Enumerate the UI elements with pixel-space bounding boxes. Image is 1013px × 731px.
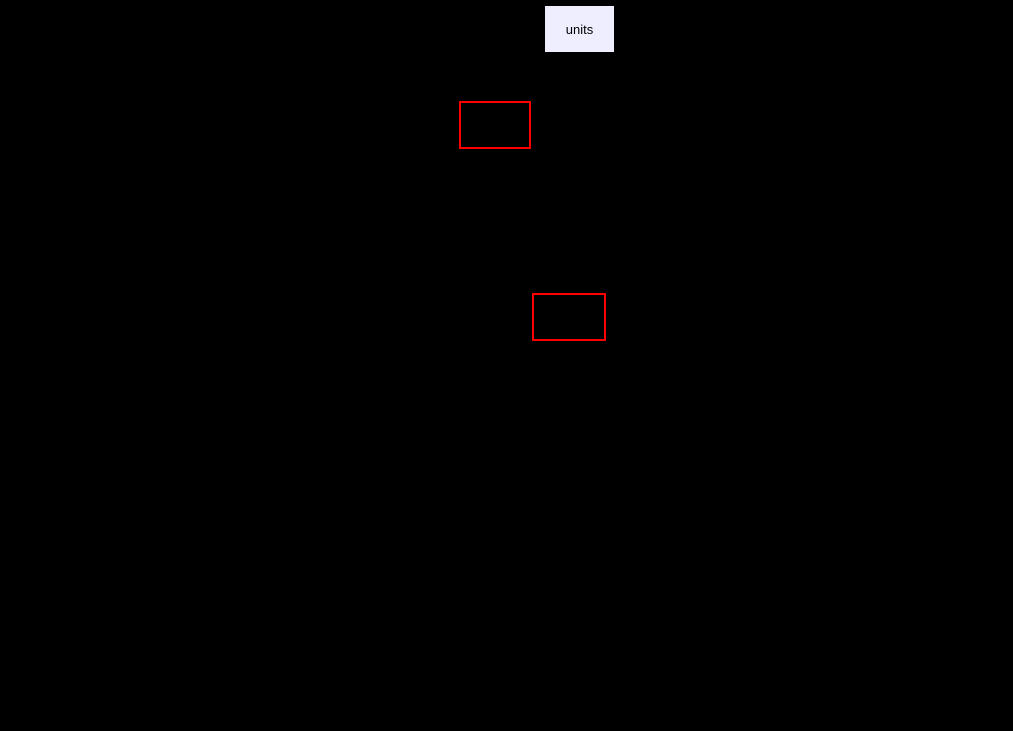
highlight-region-lower[interactable] <box>532 293 606 341</box>
highlight-region-upper[interactable] <box>459 101 531 149</box>
graph-node-units-label: units <box>565 21 594 37</box>
graph-node-units[interactable] <box>544 5 615 53</box>
